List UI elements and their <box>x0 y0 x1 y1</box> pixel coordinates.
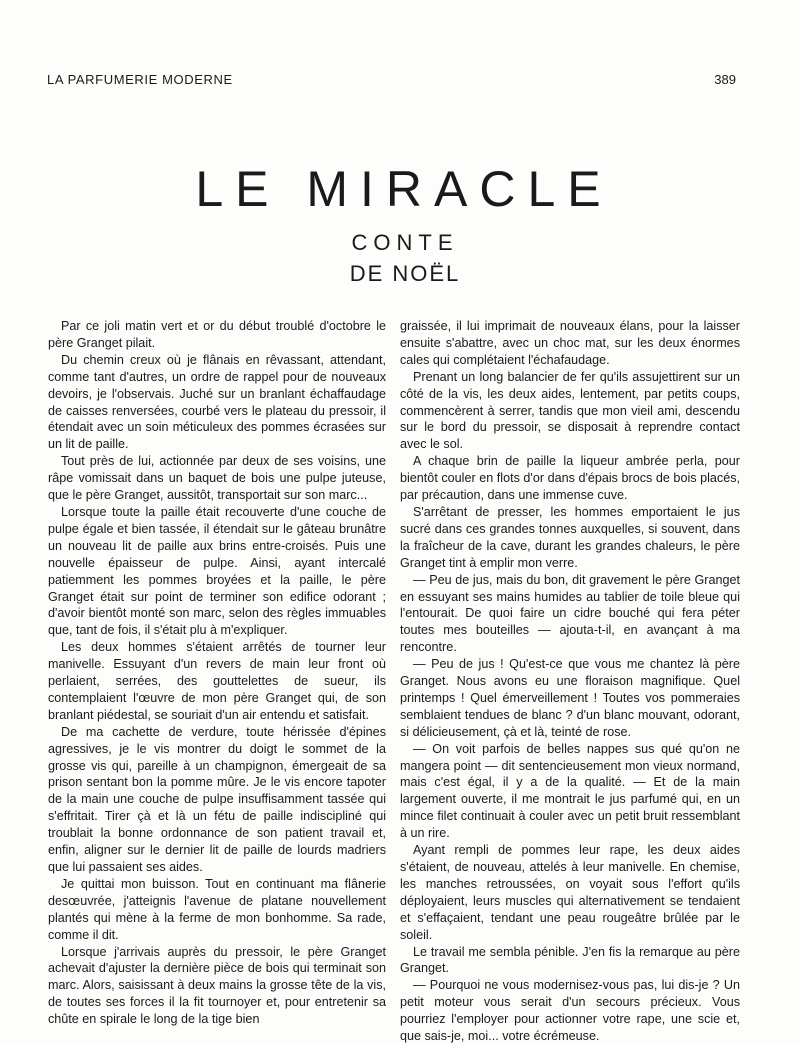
paragraph: — Peu de jus, mais du bon, dit gravement le père Granget en essuyant ses mains humides au tablier de toile bleue qui l'entourait. De quoi faire un cidre bouché qui fera péter toutes mes bouteilles — ajouta-t-il, en avançant à ma rencontre. <box>400 572 740 655</box>
paragraph: Lorsque j'arrivais auprès du pressoir, le père Granget achevait d'ajuster la dernière pièce de bois qui terminait son marc. Alors, saisissant à deux mains la grosse tête de la vis, de toutes ses forces il la fit tournoyer et, pour entretenir sa chûte en spirale le long de la tige bien <box>48 944 386 1027</box>
paragraph: S'arrêtant de presser, les hommes emportaient le jus sucré dans ces grandes tonnes auxquelles, si souvent, dans la fraîcheur de la cave, durant les grandes chaleurs, le père Granget tint à emplir mon verre. <box>400 504 740 570</box>
paragraph: Je quittai mon buisson. Tout en continuant ma flânerie desœuvrée, j'atteignis l'avenue de platane nouvellement plantés qui mène à la ferme de mon bonhomme. Sa rade, comme il dit. <box>48 876 386 942</box>
paragraph: Ayant rempli de pommes leur rape, les deux aides s'étaient, de nouveau, attelés à leur manivelle. En chemise, les manches retroussées, on voyait sous l'effort qu'ils déployaient, leurs muscles qui alternativement se tendaient et s'effaçaient, tendant une peau rougeâtre brûlée par le soleil. <box>400 843 740 942</box>
paragraph: Prenant un long balancier de fer qu'ils assujettirent sur un côté de la vis, les deux aides, lentement, par petits coups, commencèrent à serrer, tandis que mon vieil ami, descendu sur le bord du pressoir, se disposait à reprendre contact avec le sol. <box>400 369 740 452</box>
paragraph: — On voit parfois de belles nappes sus qué qu'on ne mangera point — dit sentencieusement mon vieux normand, mais c'est égal, il y a de la qualité. — Et de la main largement ouverte, il me montrait le jus parfumé qui, en un mince filet continuait à couler avec un petit bruit ressemblant à un rire. <box>400 741 740 841</box>
running-head: LA PARFUMERIE MODERNE <box>47 72 233 87</box>
paragraph: — Pourquoi ne vous modernisez-vous pas, lui dis-je ? Un petit moteur vous serait d'un secours précieux. Vous pourriez l'employer pour actionner votre rape, une scie et, que sais-je, moi... votre écrémeuse. <box>400 978 740 1044</box>
article-title: LE MIRACLE <box>195 161 613 217</box>
right-column <box>400 318 740 1045</box>
page-number: 389 <box>714 72 736 87</box>
paragraph: — Peu de jus ! Qu'est-ce que vous me chantez là père Granget. Nous avons eu une floraison magnifique. Quel printemps ! Quel émerveillement ! Toutes vos pommeraies semblaient tendues de blanc ? d'un blanc mouvant, odorant, si délicieusement, çà et là, teinté de rose. <box>400 657 740 739</box>
paragraph: Les deux hommes s'étaient arrêtés de tourner leur manivelle. Essuyant d'un revers de main leur front où perlaient, serrées, des gouttelettes de sueur, ils contemplaient l'œuvre de mon père Granget qui, de son branlant piédestal, se souriait d'un air entendu et satisfait. <box>48 640 386 722</box>
paragraph: Du chemin creux où je flânais en rêvassant, attendant, comme tant d'autres, un ordre de rappel pour de nouveaux devoirs, je l'observais. Juché sur un branlant échaffaudage de caisses renversées, courbé vers le plateau du pressoir, il étendait avec un soin méticuleux des pommes écrasées sur un lit de paille. <box>48 352 386 452</box>
left-column <box>48 318 386 1028</box>
paragraph: Tout près de lui, actionnée par deux de ses voisins, une râpe vomissait dans un baquet de bois une pulpe juteuse, que le père Granget, aussitôt, transportait sur son marc... <box>48 454 386 503</box>
paragraph: A chaque brin de paille la liqueur ambrée perla, pour bientôt couler en flots d'or dans d'épais brocs de bois placés, par précaution, dans une immense cuve. <box>400 454 740 503</box>
paragraph: De ma cachette de verdure, toute hérissée d'épines agressives, je le vis montrer du doigt le sommet de la grosse vis qui, pareille à un champignon, émergeait de sa prison sentant bon la pomme mûre. Je le vis encore tapoter de la main une couche de pulpe insuffisamment tassée qui s'effritait. Tirer çà et là un fétu de paille indiscipliné qui troublait la bonne ordonnance de son patient travail et, enfin, aligner sur le dernier lit de paille de lourds madriers que lui passaient ses aides. <box>48 724 386 874</box>
subtitle-line-1: CONTE <box>351 230 459 255</box>
paragraph: Le travail me sembla pénible. J'en fis la remarque au père Granget. <box>400 944 740 976</box>
subtitle-line-2: DE NOËL <box>349 261 461 286</box>
paragraph: Lorsque toute la paille était recouverte d'une couche de pulpe égale et bien tassée, il étendait sur le gâteau brunâtre un nouveau lit de paille aux brins entre-croisés. Puis une nouvelle épaisseur de pulpe. Ainsi, ayant intercalé patiemment les pommes broyées et la paille, le père Granget était sur point de terminer son edifice odorant ; d'avoir bientôt monté son marc, selon des règles immuables que, tant de fois, il s'était plu à m'expliquer. <box>48 504 386 638</box>
paragraph: Par ce joli matin vert et or du début troublé d'octobre le père Granget pilait. <box>48 319 386 350</box>
paragraph-continued: graissée, il lui imprimait de nouveaux élans, pour la laisser ensuite s'abattre, avec un choc mat, sur les deux énormes cales qui complétaient l'échafaudage. <box>400 319 740 367</box>
